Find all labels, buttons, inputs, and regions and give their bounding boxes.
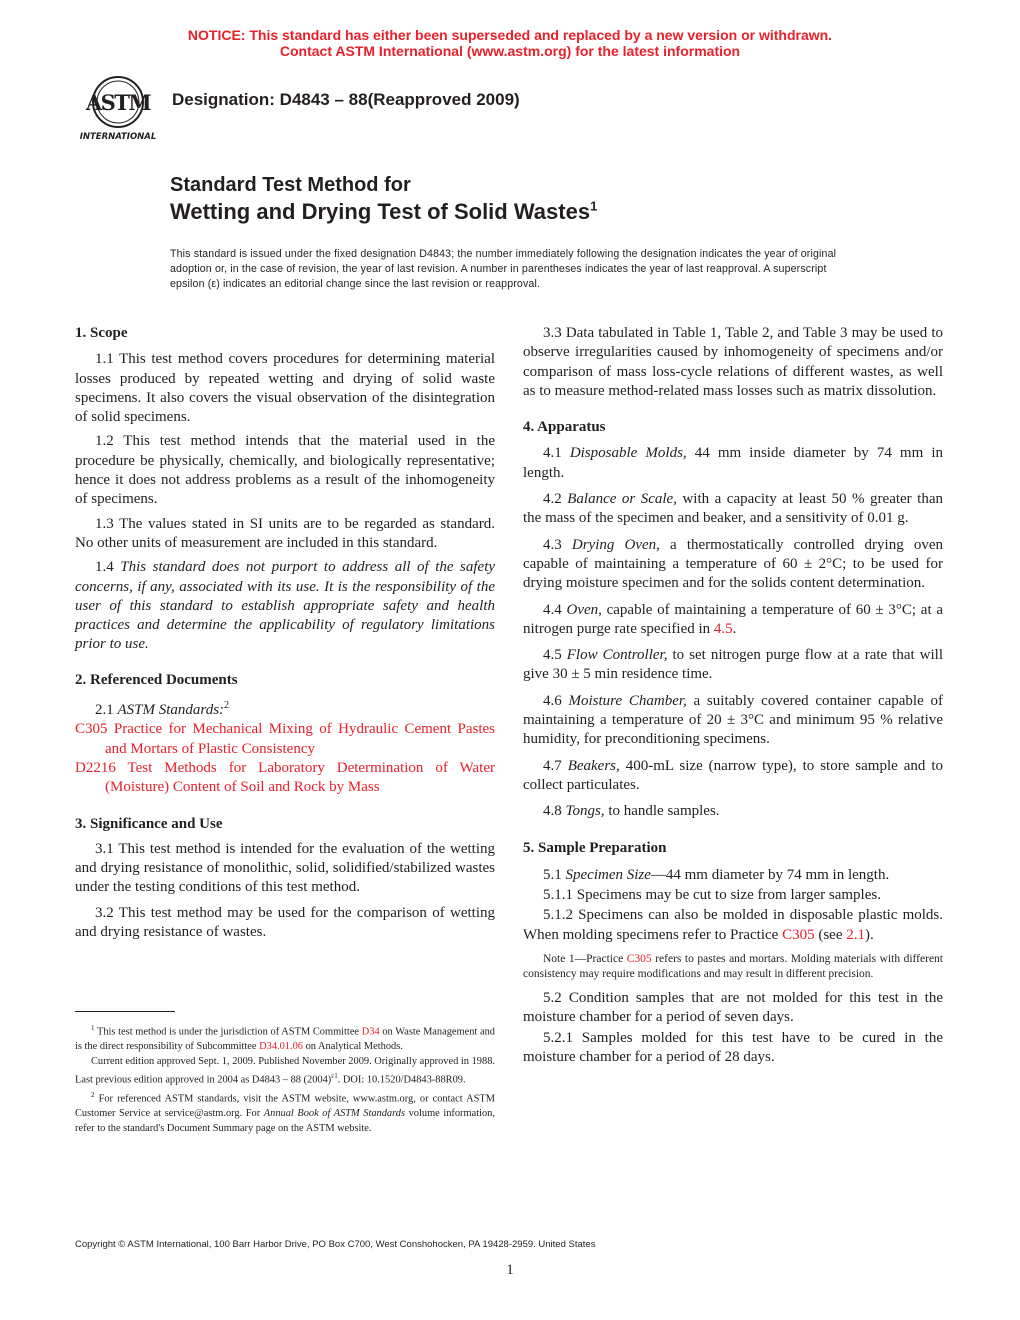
para-1-4: 1.4 This standard does not purport to address all of the safety concerns, if any, associated with its use. It is the responsibility of the user of this standard to establish appropriate safety and health practices and determine the applicability of regulatory limitations prior to use. bbox=[75, 559, 496, 653]
section-1-heading: 1. Scope bbox=[75, 325, 128, 341]
para-5-1-1: 5.1.1 Specimens may be cut to size from larger samples. bbox=[543, 887, 881, 904]
ref-2-1-link[interactable]: 2.1 bbox=[846, 926, 865, 943]
note-ref-c305-link[interactable]: C305 bbox=[626, 953, 652, 966]
section-3-heading: 3. Significance and Use bbox=[75, 815, 223, 832]
footnote-ref-d34[interactable]: D34 bbox=[361, 1026, 380, 1038]
para-3-2: 3.2 This test method may be used for the comparison of wetting and drying resistance of wastes. bbox=[75, 904, 495, 941]
designation: Designation: D4843 – 88(Reapproved 2009) bbox=[172, 90, 520, 109]
para-4-6: 4.6 Moisture Chamber, a suitably covered container capable of maintaining a temperature of 20 ± 3°C and minimum 95 % relative humidity, for preconditioning specimens. bbox=[523, 692, 943, 748]
footnote-1-edition: Current edition approved Sept. 1, 2009. Published November 2009. Originally approved in 1988. Last previous edition approved in 2004 as D4843 – 88 $(2004)^{\varepsilon 1}$. DOI: 10.1520/D4843-88R09. bbox=[75, 1056, 495, 1086]
title-line-1: Standard Test Method for bbox=[170, 174, 411, 196]
para-4-7: 4.7 Beakers, 400-mL size (narrow type), to store sample and to collect particulates. bbox=[523, 757, 944, 793]
section-2-heading: 2. Referenced Documents bbox=[75, 671, 238, 688]
section-5-heading: 5. Sample Preparation bbox=[523, 839, 667, 856]
issuance-statement: This standard is issued under the fixed designation D4843; the number immediately following the designation indicates the year of original adoption or, in the case of revision, the year of last revision. A number in parentheses indicates the year of last reapproval. A superscript epsilon (ε) indicates an editorial change since the last revision or reapproval. bbox=[170, 248, 837, 290]
para-4-1: 4.1 Disposable Molds, 44 mm inside diameter by 74 mm in length. bbox=[523, 445, 944, 481]
left-column bbox=[75, 324, 495, 942]
logo-letters: ASTM bbox=[85, 90, 151, 115]
para-3-3: 3.3 Data tabulated in Table 1, Table 2, and Table 3 may be used to observe irregularities caused by inhomogeneity of specimens and/or comparison of mass loss-cycle relations of different wastes, as well as to measure method-related mass losses such as matrix dissolution. bbox=[523, 325, 943, 399]
footnotes bbox=[75, 1021, 495, 1136]
para-5-1-2: 5.1.2 Specimens can also be molded in disposable plastic molds. When molding specimens refer to Practice C305 (see 2.1). bbox=[523, 907, 943, 943]
section-4-heading: 4. Apparatus bbox=[523, 419, 606, 436]
astm-logo-icon bbox=[74, 72, 162, 144]
ref-4-5-link[interactable]: 4.5 bbox=[713, 620, 733, 637]
para-4-4: 4.4 Oven, capable of maintaining a temperature of 60 ± 3°C; at a nitrogen purge rate specified in 4.5. bbox=[523, 601, 944, 637]
footnote-divider bbox=[75, 1011, 175, 1012]
right-column bbox=[523, 324, 943, 1067]
footnote-ref-d340106[interactable]: D34.01.06 bbox=[259, 1041, 303, 1053]
para-1-1: 1.1 This test method covers procedures for determining material losses produced by repeated wetting and drying of solid waste specimens. It also covers the visual observation of the disintegration of solid specimens. bbox=[75, 351, 495, 426]
para-4-5: 4.5 Flow Controller, to set nitrogen purge flow at a rate that will give 30 ± 5 min residence time. bbox=[523, 647, 944, 683]
footnote-2: $^2$ For referenced ASTM standards, visit the ASTM website, www.astm.org, or contact ASTM Customer Service at service@astm.org. For Annual Book of ASTM Standards volume information, refer to the standard's Document Summary page on the ASTM website. bbox=[75, 1090, 495, 1135]
para-2-1: 2.1 ASTM Standards:$^2$ bbox=[95, 700, 230, 719]
reference-d2216-link[interactable]: D2216 bbox=[75, 759, 116, 776]
note-1: Note 1—Practice C305 refers to pastes and mortars. Molding materials with different consistency may require modifications and may result in different precision. bbox=[523, 953, 943, 981]
para-4-2: 4.2 Balance or Scale, with a capacity at least 50 % greater than the mass of the specimen and beaker, and a sensitivity of 0.01 g. bbox=[523, 491, 944, 527]
footnote-1: $^1$ This test method is under the jurisdiction of ASTM Committee D34 on Waste Management and is the direct responsibility of Subcommittee D34.01.06 on Analytical Methods. bbox=[75, 1024, 496, 1053]
notice-line-1: NOTICE: This standard has either been superseded and replaced by a new version or withdrawn. bbox=[187, 27, 833, 43]
title-line-2: Wetting and Drying Test of Solid Wastes$^1$ bbox=[170, 198, 598, 224]
notice-line-2: Contact ASTM International (www.astm.org) for the latest information bbox=[279, 43, 741, 59]
para-1-2: 1.2 This test method intends that the material used in the procedure be physically, chemically, and biologically representative; hence it does not address problems as a result of the inhomogeneity of specimens. bbox=[75, 433, 495, 508]
astm-logo bbox=[74, 72, 162, 144]
para-5-1: 5.1 Specimen Size—44 mm diameter by 74 mm in length. bbox=[543, 866, 890, 883]
reference-c305: C305 Practice for Mechanical Mixing of Hydraulic Cement Pastes and Mortars of Plastic Consistency bbox=[75, 721, 495, 757]
notice-banner bbox=[0, 27, 1020, 59]
reference-c305-link[interactable]: C305 bbox=[75, 721, 108, 738]
para-4-3: 4.3 Drying Oven, a thermostatically controlled drying oven capable of maintaining a temperature of 60 ± 2°C; to be used for drying moisture specimen and for the solids content determination. bbox=[523, 536, 943, 592]
para-4-8: 4.8 Tongs, to handle samples. bbox=[543, 803, 720, 820]
reference-d2216: D2216 Test Methods for Laboratory Determination of Water (Moisture) Content of Soil and Rock by Mass bbox=[75, 759, 495, 796]
para-5-2: 5.2 Condition samples that are not molded for this test in the moisture chamber for a period of seven days. bbox=[523, 990, 943, 1026]
copyright: Copyright © ASTM International, 100 Barr Harbor Drive, PO Box C700, West Conshohocken, PA 19428-2959. United States bbox=[75, 1239, 596, 1250]
para-3-1: 3.1 This test method is intended for the evaluation of the wetting and drying resistance of monolithic, solid, solidified/stabilized wastes under the testing conditions of this test method. bbox=[75, 840, 495, 896]
para-5-2-1: 5.2.1 Samples molded for this test have to be cured in the moisture chamber for a period of 28 days. bbox=[523, 1029, 943, 1065]
logo-text: INTERNATIONAL bbox=[79, 132, 157, 142]
para-1-3: 1.3 The values stated in SI units are to be regarded as standard. No other units of measurement are included in this standard. bbox=[75, 515, 495, 551]
page-number: 1 bbox=[506, 1262, 514, 1278]
ref-c305-link[interactable]: C305 bbox=[782, 926, 815, 943]
